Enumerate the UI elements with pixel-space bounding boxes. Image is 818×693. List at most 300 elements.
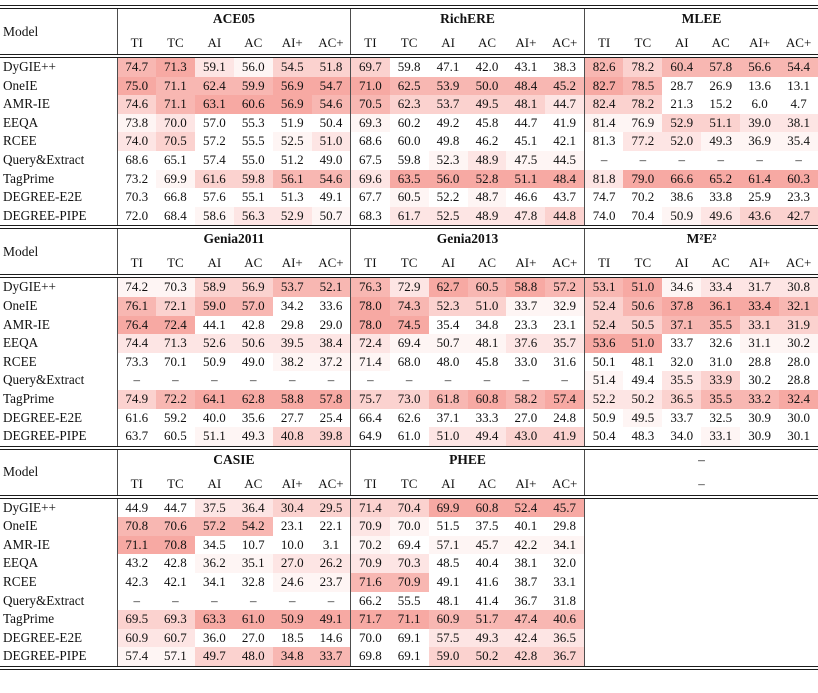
table-row: [0, 297, 818, 316]
score-cell: 49.3: [701, 132, 740, 151]
metric-header: TC: [167, 255, 184, 271]
empty-cell: [623, 610, 662, 629]
score-cell: 60.9: [429, 610, 468, 629]
empty-cell: [740, 554, 779, 573]
metric-header: AI: [441, 255, 455, 271]
score-cell: 48.0: [436, 353, 460, 369]
dataset-header: Genia2013: [351, 227, 585, 249]
metric-header: AI+: [749, 35, 771, 50]
table-row: [0, 427, 818, 446]
score-cell: 57.0: [202, 114, 226, 130]
score-cell: 69.1: [397, 648, 421, 664]
model-name: DEGREE-PIPE: [3, 648, 87, 664]
score-cell: 60.4: [662, 56, 701, 77]
score-cell: 33.7: [670, 409, 694, 425]
score-cell: 31.7: [740, 276, 779, 297]
metric-header: AC: [244, 475, 263, 491]
empty-cell: [584, 610, 623, 629]
metric-header: AI: [674, 255, 689, 271]
score-cell: 49.1: [319, 189, 343, 205]
score-cell: 36.9: [740, 132, 779, 151]
score-cell: 38.1: [779, 114, 818, 133]
score-cell: 49.5: [623, 409, 662, 428]
score-cell: 76.3: [351, 276, 390, 297]
score-cell: 54.5: [273, 56, 312, 77]
score-cell: 74.5: [390, 316, 429, 335]
empty-cell: [740, 517, 779, 536]
score-cell: 49.6: [701, 207, 740, 226]
score-cell: 74.6: [117, 95, 156, 114]
score-cell: 57.8: [701, 56, 740, 77]
empty-cell: [779, 497, 818, 518]
score-cell: 51.7: [468, 610, 507, 629]
missing-value-cell: –: [639, 151, 647, 167]
score-cell: 43.6: [740, 207, 779, 226]
score-cell: 32.4: [779, 390, 818, 409]
score-cell: 37.1: [662, 316, 701, 335]
empty-cell: [701, 497, 740, 518]
metric-header: AI+: [515, 475, 537, 491]
missing-value-cell: –: [678, 151, 685, 167]
score-cell: 35.5: [662, 371, 701, 390]
score-cell: 68.0: [397, 353, 421, 369]
table-row: [0, 409, 818, 428]
empty-cell: [779, 610, 818, 629]
score-cell: 30.2: [779, 334, 818, 353]
missing-value-cell: –: [327, 372, 335, 388]
score-cell: 33.4: [740, 297, 779, 316]
empty-cell: [779, 554, 818, 573]
score-cell: 48.3: [631, 428, 655, 444]
score-cell: 61.0: [397, 428, 421, 444]
score-cell: 13.1: [787, 77, 810, 93]
empty-cell: [779, 629, 818, 648]
score-cell: 44.1: [202, 316, 226, 332]
score-cell: 48.5: [436, 555, 460, 571]
score-cell: 59.0: [195, 297, 234, 316]
score-cell: 6.0: [751, 96, 768, 112]
score-cell: 70.0: [351, 629, 390, 648]
score-cell: 44.7: [545, 95, 584, 114]
empty-cell: [701, 536, 740, 555]
score-cell: 78.0: [351, 297, 390, 316]
score-cell: 32.9: [545, 297, 584, 316]
score-cell: 66.4: [351, 409, 390, 428]
score-cell: 69.1: [397, 629, 421, 645]
model-name: OneIE: [3, 297, 38, 313]
metric-header: AI+: [281, 35, 303, 50]
score-cell: 70.9: [351, 517, 390, 536]
score-cell: 37.5: [195, 497, 234, 518]
score-cell: 52.6: [195, 334, 234, 353]
score-cell: 31.9: [779, 316, 818, 335]
score-cell: 49.1: [312, 610, 351, 629]
score-cell: 69.4: [397, 536, 421, 552]
score-cell: 77.2: [623, 132, 662, 151]
score-cell: 24.6: [273, 573, 312, 592]
model-name: DyGIE++: [3, 279, 56, 295]
score-cell: 55.0: [241, 151, 265, 167]
dataset-header: ACE05: [117, 7, 351, 29]
model-name: DEGREE-PIPE: [3, 207, 87, 223]
score-cell: 70.1: [164, 353, 187, 369]
missing-value-cell: –: [250, 372, 257, 388]
model-name: Query&Extract: [3, 151, 85, 167]
score-cell: 34.8: [475, 316, 499, 332]
score-cell: 28.8: [748, 353, 771, 369]
missing-value-cell: –: [117, 371, 156, 390]
score-cell: 23.3: [514, 316, 538, 332]
score-cell: 28.7: [670, 77, 694, 93]
metric-header: TI: [351, 249, 390, 276]
score-cell: 81.4: [584, 114, 623, 133]
score-cell: 64.1: [195, 390, 234, 409]
score-cell: 70.3: [117, 188, 156, 207]
results-table-block-2: [0, 225, 818, 445]
dataset-header: RichERE: [351, 7, 585, 29]
score-cell: 36.0: [202, 629, 226, 645]
score-cell: 60.8: [468, 390, 507, 409]
table-row: [0, 592, 818, 611]
score-cell: 50.7: [429, 334, 468, 353]
empty-cell: [623, 647, 662, 668]
empty-cell: [701, 629, 740, 648]
score-cell: 30.4: [273, 497, 312, 518]
score-cell: 26.2: [312, 554, 351, 573]
score-cell: 72.0: [117, 207, 156, 226]
score-cell: 3.1: [322, 536, 340, 552]
score-cell: 33.2: [740, 390, 779, 409]
dataset-header: M²E²: [584, 227, 818, 249]
empty-cell: [584, 647, 623, 668]
score-cell: 33.0: [514, 353, 538, 369]
score-cell: 59.8: [234, 170, 273, 189]
score-cell: 78.5: [623, 77, 662, 96]
metric-header: AC: [244, 35, 263, 50]
empty-cell: [623, 629, 662, 648]
score-cell: 82.4: [584, 95, 623, 114]
score-cell: 71.7: [351, 610, 390, 629]
dataset-header: MLEE: [584, 7, 818, 29]
score-cell: 67.7: [351, 188, 390, 207]
score-cell: 42.1: [553, 133, 577, 149]
metric-header: TC: [634, 255, 652, 271]
empty-cell: [623, 536, 662, 555]
score-cell: 50.4: [584, 427, 623, 446]
score-cell: 35.7: [545, 334, 584, 353]
metric-header: AI+: [281, 255, 303, 271]
score-cell: 44.7: [164, 499, 187, 515]
empty-cell: [584, 497, 623, 518]
score-cell: 50.0: [468, 77, 507, 96]
model-name: DEGREE-E2E: [3, 629, 83, 645]
score-cell: 51.1: [701, 114, 740, 133]
score-cell: 38.6: [670, 189, 694, 205]
model-name: DEGREE-PIPE: [3, 428, 87, 444]
score-cell: 25.9: [748, 189, 771, 205]
model-name: DyGIE++: [3, 59, 56, 74]
score-cell: 78.2: [623, 95, 662, 114]
score-cell: 52.9: [273, 207, 312, 226]
empty-cell: [662, 610, 701, 629]
score-cell: 36.7: [514, 592, 538, 608]
score-cell: 57.4: [202, 151, 226, 167]
table-row: [0, 353, 818, 372]
score-cell: 70.9: [390, 573, 429, 592]
score-cell: 35.1: [234, 554, 273, 573]
score-cell: 68.4: [164, 207, 187, 223]
table-row: [0, 334, 818, 353]
score-cell: 45.8: [475, 353, 499, 369]
score-cell: 75.0: [117, 77, 156, 96]
empty-cell: [701, 592, 740, 611]
table-row: [0, 497, 818, 518]
score-cell: 43.2: [117, 554, 156, 573]
missing-value-cell: –: [444, 372, 452, 388]
score-cell: 48.1: [436, 592, 460, 608]
score-cell: 56.9: [273, 95, 312, 114]
empty-cell: [662, 517, 701, 536]
score-cell: 54.7: [312, 77, 351, 96]
score-cell: 29.0: [319, 316, 343, 332]
empty-cell: [701, 554, 740, 573]
score-cell: 49.8: [436, 133, 460, 149]
score-cell: 72.9: [390, 276, 429, 297]
metric-header: TI: [584, 29, 623, 56]
score-cell: 52.4: [506, 497, 545, 518]
score-cell: 60.3: [779, 170, 818, 189]
score-cell: 51.0: [312, 132, 351, 151]
missing-value-cell: –: [172, 372, 179, 388]
score-cell: 68.6: [117, 151, 156, 170]
score-cell: 57.4: [545, 390, 584, 409]
score-cell: 58.8: [273, 390, 312, 409]
metric-header: AC+: [785, 255, 812, 271]
score-cell: 34.2: [280, 297, 304, 313]
score-cell: 41.9: [545, 427, 584, 446]
score-cell: 69.9: [429, 497, 468, 518]
table-row: [0, 316, 818, 335]
score-cell: 71.1: [156, 77, 195, 96]
score-cell: 55.3: [241, 114, 265, 130]
missing-value-cell: –: [405, 372, 413, 388]
score-cell: 50.2: [623, 390, 662, 409]
score-cell: 59.0: [429, 647, 468, 668]
score-cell: 31.0: [709, 353, 733, 369]
score-cell: 42.8: [241, 316, 265, 332]
score-cell: 42.8: [506, 647, 545, 668]
score-cell: 49.4: [468, 427, 507, 446]
missing-value-cell: –: [288, 372, 296, 388]
score-cell: 32.5: [709, 409, 733, 425]
score-cell: 58.9: [195, 276, 234, 297]
score-cell: 53.1: [584, 276, 623, 297]
model-name: EEQA: [3, 555, 39, 571]
score-cell: 40.6: [545, 610, 584, 629]
empty-cell: [701, 647, 740, 668]
empty-cell: [740, 573, 779, 592]
missing-value-cell: –: [717, 151, 724, 167]
score-cell: 57.0: [234, 297, 273, 316]
score-cell: 57.2: [202, 133, 226, 149]
model-name: EEQA: [3, 114, 39, 130]
score-cell: 59.1: [195, 56, 234, 77]
model-name: DEGREE-E2E: [3, 409, 83, 425]
model-name: OneIE: [3, 518, 38, 534]
score-cell: 70.4: [631, 207, 655, 223]
score-cell: 29.8: [553, 518, 577, 534]
empty-cell: [623, 592, 662, 611]
score-cell: 37.1: [436, 409, 460, 425]
score-cell: 51.1: [195, 427, 234, 446]
score-cell: 48.1: [468, 334, 507, 353]
score-cell: 51.8: [312, 56, 351, 77]
score-cell: 61.7: [390, 207, 429, 226]
score-cell: 57.6: [202, 189, 226, 205]
empty-cell: [662, 536, 701, 555]
score-cell: 51.0: [623, 276, 662, 297]
score-cell: 48.7: [468, 188, 507, 207]
score-cell: 33.7: [670, 335, 694, 351]
missing-value-cell: –: [327, 592, 335, 608]
score-cell: 22.1: [319, 518, 343, 534]
score-cell: 50.7: [312, 207, 351, 226]
score-cell: 28.0: [787, 353, 810, 369]
score-cell: 50.1: [584, 353, 623, 372]
score-cell: 74.7: [117, 56, 156, 77]
score-cell: 49.7: [195, 647, 234, 668]
score-cell: 30.2: [748, 372, 771, 388]
score-cell: 74.0: [117, 132, 156, 151]
score-cell: 74.7: [584, 188, 623, 207]
table-row: [0, 536, 818, 555]
score-cell: 71.0: [351, 77, 390, 96]
empty-cell: [740, 592, 779, 611]
score-cell: 38.2: [273, 353, 312, 372]
empty-cell: [779, 647, 818, 668]
empty-cell: [623, 497, 662, 518]
score-cell: 45.8: [475, 114, 499, 130]
missing-value-cell: –: [795, 151, 802, 167]
score-cell: 70.2: [631, 189, 655, 205]
score-cell: 27.0: [241, 629, 265, 645]
score-cell: 14.6: [319, 629, 343, 645]
score-cell: 60.5: [468, 276, 507, 297]
results-table-block-1: [0, 5, 818, 225]
metric-header: TI: [117, 470, 156, 497]
score-cell: 32.8: [241, 574, 265, 590]
score-cell: 63.7: [117, 427, 156, 446]
table-row: [0, 647, 818, 668]
score-cell: 42.1: [164, 574, 187, 590]
score-cell: 54.2: [234, 517, 273, 536]
score-cell: 54.6: [312, 95, 351, 114]
score-cell: 32.0: [553, 555, 577, 571]
score-cell: 51.3: [280, 189, 304, 205]
score-cell: 55.5: [241, 133, 265, 149]
score-cell: 45.2: [545, 77, 584, 96]
score-cell: 56.0: [429, 170, 468, 189]
metric-header: TC: [634, 35, 652, 50]
metric-header: AI+: [281, 475, 303, 491]
score-cell: 71.1: [156, 95, 195, 114]
model-name: AMR-IE: [3, 536, 50, 552]
metric-header: AC: [711, 35, 730, 50]
score-cell: 71.3: [156, 334, 195, 353]
empty-cell: [779, 536, 818, 555]
score-cell: 72.4: [156, 316, 195, 335]
score-cell: 30.8: [779, 276, 818, 297]
score-cell: 57.1: [429, 536, 468, 555]
score-cell: 47.5: [506, 151, 545, 170]
score-cell: 35.4: [779, 132, 818, 151]
table-row: [0, 77, 818, 96]
score-cell: 62.4: [195, 77, 234, 96]
score-cell: 48.9: [468, 151, 507, 170]
score-cell: 42.2: [506, 536, 545, 555]
score-cell: 15.2: [709, 96, 733, 112]
score-cell: 61.4: [740, 170, 779, 189]
table-row: [0, 95, 818, 114]
score-cell: 65.1: [164, 151, 187, 167]
score-cell: 69.9: [156, 170, 195, 189]
empty-cell: [584, 592, 623, 611]
score-cell: 71.1: [390, 610, 429, 629]
score-cell: 56.1: [273, 170, 312, 189]
score-cell: 58.8: [506, 276, 545, 297]
metric-header: TI: [351, 470, 390, 497]
table-row: [0, 188, 818, 207]
score-cell: 74.2: [117, 276, 156, 297]
score-cell: 79.0: [623, 170, 662, 189]
score-cell: 33.1: [553, 574, 577, 590]
score-cell: 26.9: [709, 77, 733, 93]
score-cell: 45.7: [468, 536, 507, 555]
metric-header: AC: [711, 255, 730, 271]
score-cell: 36.1: [701, 297, 740, 316]
score-cell: 42.0: [475, 59, 499, 74]
model-name: DEGREE-E2E: [3, 189, 83, 205]
score-cell: 69.6: [351, 170, 390, 189]
table-row: [0, 390, 818, 409]
score-cell: 59.8: [397, 151, 421, 167]
score-cell: 40.1: [514, 518, 538, 534]
score-cell: 65.2: [701, 170, 740, 189]
score-cell: 72.4: [351, 334, 390, 353]
score-cell: 63.1: [195, 95, 234, 114]
missing-value-cell: –: [211, 372, 218, 388]
dataset-header: CASIE: [117, 448, 351, 470]
empty-cell: [623, 554, 662, 573]
score-cell: 41.6: [475, 574, 499, 590]
score-cell: 74.9: [117, 390, 156, 409]
score-cell: 32.6: [709, 335, 733, 351]
empty-cell: [779, 592, 818, 611]
score-cell: 57.1: [156, 647, 195, 668]
empty-cell: [584, 517, 623, 536]
score-cell: 49.0: [241, 353, 265, 369]
score-cell: 52.3: [429, 151, 468, 170]
score-cell: 51.5: [436, 518, 460, 534]
score-cell: 33.6: [319, 297, 343, 313]
score-cell: 33.7: [312, 647, 351, 668]
empty-cell: [740, 629, 779, 648]
missing-value-cell: –: [561, 372, 568, 388]
score-cell: 42.7: [779, 207, 818, 226]
metric-header: AI: [441, 475, 455, 491]
model-name: TagPrime: [3, 611, 55, 627]
score-cell: 49.3: [468, 629, 507, 648]
